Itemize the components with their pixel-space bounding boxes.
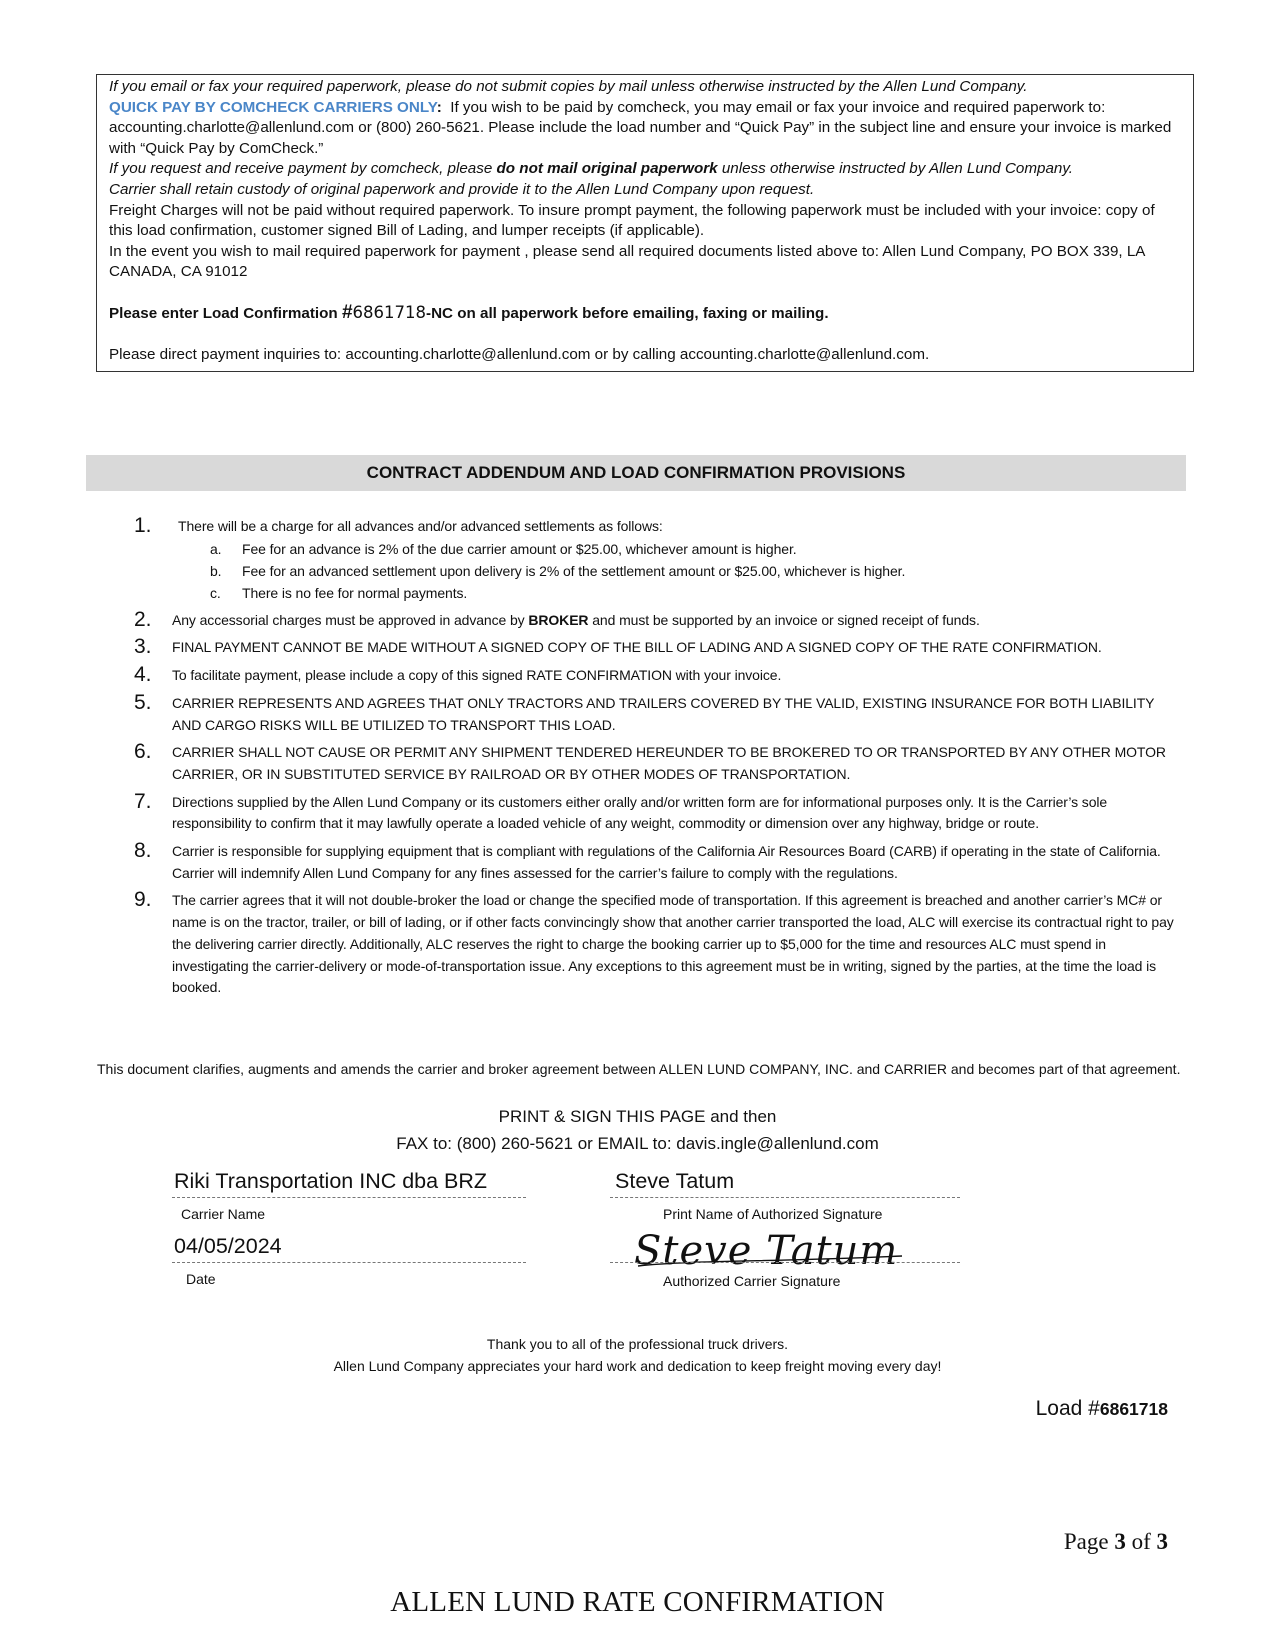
provision-item [86,841,1186,884]
carrier-name-line [172,1197,526,1198]
signature-line [610,1262,960,1263]
agreement-clarification: This document clarifies, augments and amends the carrier and broker agreement between ALLEN LUND COMPANY, INC. and CARRIER and becomes part of that agreement. [97,1061,1181,1077]
provision-subitem [172,560,1186,582]
provision-item [86,742,1186,785]
provision-text-pre: Any accessorial charges must be approved in advance by [172,611,525,628]
provision-number: 7. [134,789,152,813]
provision-text-post: and must be supported by an invoice or signed receipt of funds. [592,611,980,628]
thanks-line2: Allen Lund Company appreciates your hard work and dedication to keep freight moving every day! [333,1358,942,1374]
confirm-hash: # [341,301,353,323]
provision-text: CARRIER REPRESENTS AND AGREES THAT ONLY TRACTORS AND TRAILERS COVERED BY THE VALID, EXISTING INSURANCE FOR BOTH LIABILITY AND CARGO RISKS WILL BE UTILIZED TO TRANSPORT THIS LOAD. [172,694,1155,733]
provision-subitem [172,538,1186,560]
confirm-number: 6861718 [352,302,427,322]
quick-pay-text: If you wish to be paid by comcheck, you may email or fax your invoice and required paperwork to: accounting.charlotte@allenlund.com or (800) 260-5621. Please include the load number and “Quick Pay” in the subject line and ensure your invoice is marked with “Quick Pay by ComCheck.” [109,98,1172,157]
provision-number: 4. [134,663,152,687]
page-of: of [1131,1529,1151,1554]
comcheck-pre: If you request and receive payment by comcheck, please [109,160,493,178]
page-label: Page [1063,1529,1109,1554]
quick-pay-colon: : [436,98,442,116]
provisions-list [86,516,1186,1005]
thanks-line1: Thank you to all of the professional truck drivers. [486,1336,789,1352]
provision-subitems [172,538,1186,604]
print-sign-line1: PRINT & SIGN THIS PAGE and then [498,1107,777,1126]
subitem-letter: a. [210,540,222,557]
provision-item [86,789,1186,835]
provision-number: 5. [134,690,152,714]
subitem-text: There is no fee for normal payments. [242,584,468,601]
provision-item [86,890,1186,999]
date-value[interactable]: 04/05/2024 [174,1234,282,1258]
provision-item [86,665,1186,687]
print-sign-instructions [0,1103,1275,1157]
subitem-text: Fee for an advanced settlement upon delivery is 2% of the settlement amount or $25.00, whichever is higher. [242,562,906,579]
date-line [172,1262,526,1263]
provision-text: FINAL PAYMENT CANNOT BE MADE WITHOUT A SIGNED COPY OF THE BILL OF LADING AND A SIGNED COPY OF THE RATE CONFIRMATION. [172,639,1102,656]
comcheck-bold: do not mail original paperwork [496,160,718,178]
custody-notice: Carrier shall retain custody of original paperwork and provide it to the Allen Lund Company upon request. [109,180,815,198]
print-name-line [610,1197,960,1198]
provision-text: There will be a charge for all advances and/or advanced settlements as follows: [178,518,663,534]
load-reference [1036,1396,1168,1422]
thank-you-note [0,1333,1275,1377]
provision-text: Directions supplied by the Allen Lund Company or its customers either orally and/or written form are for informational purposes only. It is the Carrier’s sole responsibility to confirm that it may lawfully operate a loaded vehicle of any weight, commodity or dimension over any highway, bridge or route. [172,793,1108,832]
mail-notice: If you email or fax your required paperwork, please do not submit copies by mail unless otherwise instructed by the Allen Lund Company. [109,78,1028,95]
comcheck-post: unless otherwise instructed by Allen Lund Company. [721,160,1074,178]
section-header: CONTRACT ADDENDUM AND LOAD CONFIRMATION PROVISIONS [86,455,1186,491]
provision-number: 3. [134,635,152,659]
comcheck-paragraph [109,159,1181,180]
provision-item [86,516,1186,604]
provision-text-bold: BROKER [528,611,589,628]
mail-address-notice: In the event you wish to mail required paperwork for payment , please send all required documents listed above to: Allen Lund Company, PO BOX 339, LA CANADA, CA 91012 [109,242,1145,281]
handwritten-signature[interactable] [630,1222,910,1278]
provision-text: To facilitate payment, please include a copy of this signed RATE CONFIRMATION with your invoice. [172,667,782,684]
subitem-letter: c. [210,584,221,601]
page-total: 3 [1156,1529,1168,1554]
provision-item [86,690,1186,736]
provision-text: The carrier agrees that it will not double-broker the load or change the specified mode of transportation. If this agreement is breached and another carrier’s MC# or name is on the tractor, trailer, or bill of lading, or if other facts convincingly show that another carrier transported the load, ALC will exercise its contractual right to pay the delivering carrier directly. Additionally, ALC reserves the right to charge the booking carrier up to $5,000 for the time and resources ALC must spend in investigating the carrier-delivery or mode-of-transportation issue. Any exceptions to this agreement must be in writing, signed by the parties, at the time the load is booked. [172,892,1174,996]
carrier-name-label: Carrier Name [181,1206,266,1222]
page-current: 3 [1114,1529,1126,1554]
footer-title: ALLEN LUND RATE CONFIRMATION [390,1586,885,1618]
quick-pay-paragraph [109,98,1181,160]
freight-charges-notice: Freight Charges will not be paid without required paperwork. To insure prompt payment, the following paperwork must be included with your invoice: copy of this load confirmation, customer signed Bill of Lading, and lumper receipts (if applicable). [109,201,1155,240]
signature-script: Steve Tatum [634,1228,899,1274]
provision-number: 8. [134,839,152,863]
confirm-pre: Please enter Load Confirmation [109,304,338,322]
carrier-name-value[interactable]: Riki Transportation INC dba BRZ [174,1169,488,1193]
load-ref-label: Load # [1035,1397,1100,1420]
print-name-value[interactable]: Steve Tatum [615,1169,735,1193]
print-name-label: Print Name of Authorized Signature [663,1206,883,1222]
provision-text: Carrier is responsible for supplying equipment that is compliant with regulations of the California Air Resources Board (CARB) if operating in the state of California. Carrier will indemnify Allen Lund Company for any fines assessed for the carrier’s failure to comply with the regulations. [172,843,1161,881]
signature-label: Authorized Carrier Signature [663,1273,841,1289]
provision-item [86,637,1186,659]
load-confirmation-instruction [109,303,1181,325]
provision-text: CARRIER SHALL NOT CAUSE OR PERMIT ANY SHIPMENT TENDERED HEREUNDER TO BE BROKERED TO OR TRANSPORTED BY ANY OTHER MOTOR CARRIER, OR IN SUBSTITUTED SERVICE BY RAILROAD OR BY OTHER MODES OF TRANSPORTATION. [172,744,1166,782]
provision-number: 6. [134,740,152,764]
provision-number: 1. [134,514,152,537]
provision-number: 9. [134,888,152,912]
provision-number: 2. [134,607,152,631]
subitem-text: Fee for an advance is 2% of the due carrier amount or $25.00, whichever amount is higher. [242,540,797,557]
quick-pay-label: QUICK PAY BY COMCHECK CARRIERS ONLY [109,98,437,116]
provision-item [86,607,1186,632]
date-label: Date [186,1271,216,1287]
subitem-letter: b. [210,562,222,579]
load-ref-number: 6861718 [1099,1399,1168,1419]
print-sign-line2: FAX to: (800) 260-5621 or EMAIL to: davis.ingle@allenlund.com [396,1134,879,1153]
confirm-post: -NC on all paperwork before emailing, faxing or mailing. [426,304,829,322]
payment-inquiries: Please direct payment inquiries to: accounting.charlotte@allenlund.com or by calling accounting.charlotte@allenlund.com. [109,345,930,363]
provision-subitem [172,582,1186,604]
payment-instructions-box [96,74,1194,372]
page-indicator [1064,1528,1168,1556]
